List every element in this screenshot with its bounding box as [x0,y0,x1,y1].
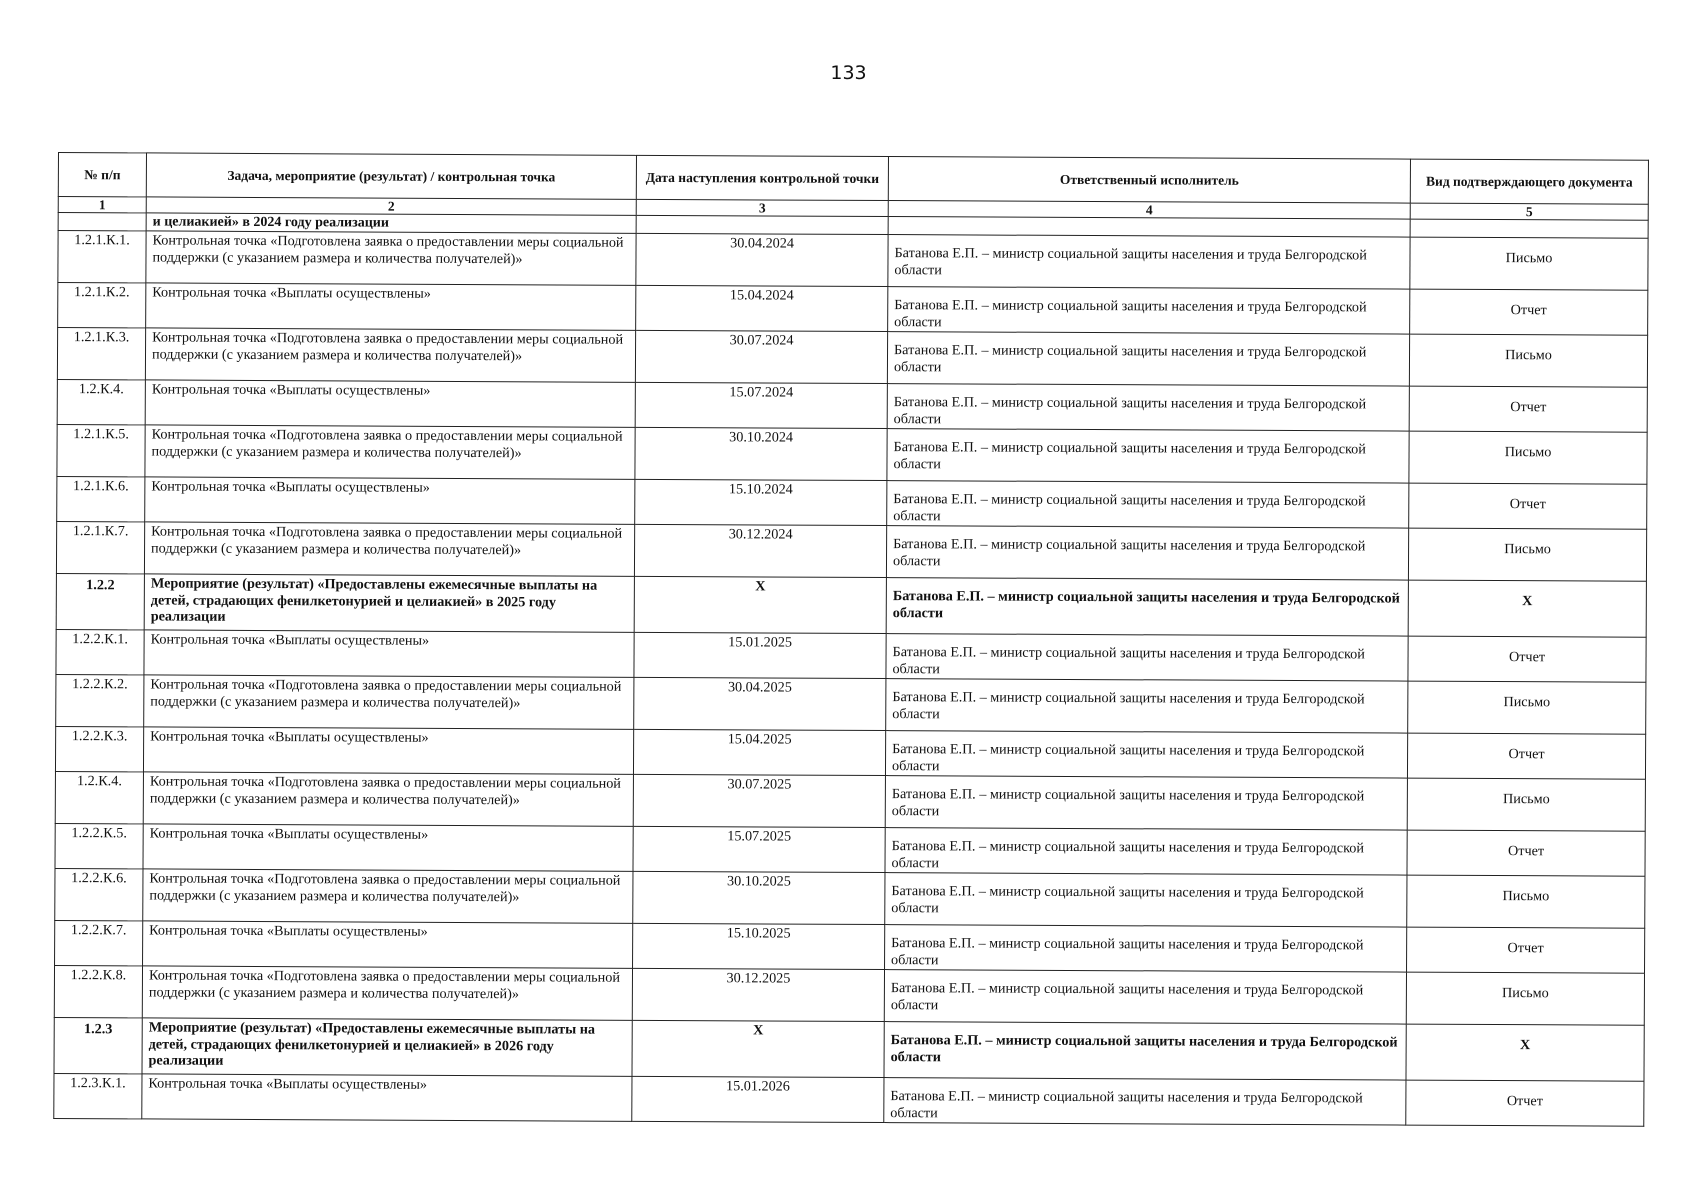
row-document-type: Отчет [1407,733,1645,779]
row-number: 1.2.1.К.7. [56,521,144,573]
column-number: 4 [888,201,1410,220]
row-date: 15.01.2026 [632,1076,884,1122]
table-row [56,573,1646,637]
row-date: 15.01.2025 [634,632,886,678]
row-responsible: Батанова Е.П. – министр социальной защиты населения и труда Белгородской области [886,634,1408,682]
row-responsible: Батанова Е.П. – министр социальной защиты населения и труда Белгородской области [888,235,1410,290]
row-responsible: Батанова Е.П. – министр социальной защиты населения и труда Белгородской области [886,526,1408,581]
row-number: 1.2.2.К.8. [54,965,142,1017]
row-task: Контрольная точка «Выплаты осуществлены» [145,477,635,524]
row-responsible: Батанова Е.П. – министр социальной защиты населения и труда Белгородской области [885,828,1407,876]
row-number: 1.2.2.К.2. [56,674,144,726]
row-date: 30.10.2024 [635,427,887,480]
row-number: 1.2.2.К.5. [55,823,143,868]
row-responsible: Батанова Е.П. – министр социальной защиты населения и труда Белгородской области [884,1078,1406,1126]
row-document-type: Письмо [1407,778,1645,831]
table-row [58,283,1648,336]
row-document-type: Отчет [1406,1080,1644,1126]
row-document-type: Письмо [1408,681,1646,734]
column-number: 5 [1410,203,1648,220]
row-task: Контрольная точка «Подготовлена заявка о предоставлении меры социальной поддержки (с указанием размера и количества получателей)» [143,869,633,923]
row-document-type: Отчет [1408,636,1646,682]
row-number: 1.2.1.К.3. [57,328,145,380]
row-document-type: Х [1406,1024,1644,1081]
row-date: Х [634,576,886,633]
table-row [55,771,1645,831]
row-task: Мероприятие (результат) «Предоставлены ежемесячные выплаты на детей, страдающих фенилкетонурией и целиакией» в 2025 году реализации [144,574,634,632]
row-number: 1.2.2 [56,573,144,629]
header-responsible: Ответственный исполнитель [888,157,1410,204]
table-row [57,328,1647,388]
table-row [55,920,1645,973]
row-task: Контрольная точка «Выплаты осуществлены» [143,921,633,968]
table-row [56,521,1646,581]
row-responsible: Батанова Е.П. – министр социальной защиты населения и труда Белгородской области [887,384,1409,432]
row-date: 15.10.2025 [633,923,885,969]
row-number: 1.2.3 [54,1017,142,1073]
row-responsible: Батанова Е.П. – министр социальной защиты населения и труда Белгородской области [884,1022,1406,1081]
table-row [54,1073,1644,1126]
row-task: Контрольная точка «Выплаты осуществлены» [146,283,636,330]
row-date: 30.07.2024 [635,330,887,383]
table-row [57,379,1647,432]
row-date: 15.04.2025 [633,729,885,775]
row-document-type: Отчет [1409,483,1647,529]
table-row [55,823,1645,876]
row-document-type: Письмо [1406,972,1644,1025]
table-row [57,424,1647,484]
table-row [56,674,1646,734]
row-task: Контрольная точка «Подготовлена заявка о предоставлении меры социальной поддержки (с указанием размера и количества получателей)» [145,425,635,479]
row-date: 30.04.2025 [634,677,886,730]
row-document-type: Отчет [1409,386,1647,432]
row-number: 1.2.1.К.2. [58,283,146,328]
row-responsible: Батанова Е.П. – министр социальной защиты населения и труда Белгородской области [886,578,1408,637]
row-document-type: Х [1408,580,1646,637]
row-responsible: Батанова Е.П. – министр социальной защиты населения и труда Белгородской области [887,429,1409,484]
row-responsible: Батанова Е.П. – министр социальной защиты населения и труда Белгородской области [885,873,1407,928]
row-date: 30.07.2025 [633,774,885,827]
row-date: Х [632,1020,884,1077]
table-row [55,868,1645,928]
row-number: 1.2.1.К.6. [57,476,145,521]
row-task: Контрольная точка «Выплаты осуществлены» [142,1074,632,1121]
header-task: Задача, мероприятие (результат) / контрольная точка [146,153,636,199]
row-task: Контрольная точка «Подготовлена заявка о предоставлении меры социальной поддержки (с указанием размера и количества получателей)» [144,675,634,729]
row-task: Контрольная точка «Подготовлена заявка о предоставлении меры социальной поддержки (с указанием размера и количества получателей)» [143,772,633,826]
table-row [56,629,1646,682]
row-document-type: Письмо [1407,875,1645,928]
row-responsible: Батанова Е.П. – министр социальной защиты населения и труда Белгородской области [885,925,1407,973]
row-task: Контрольная точка «Выплаты осуществлены» [143,824,633,871]
row-task: Контрольная точка «Выплаты осуществлены» [144,630,634,677]
row-responsible: Батанова Е.П. – министр социальной защиты населения и труда Белгородской области [885,731,1407,779]
row-number: 1.2.2.К.1. [56,629,144,674]
row-task: Мероприятие (результат) «Предоставлены ежемесячные выплаты на детей, страдающих фенилкетонурией и целиакией» в 2026 году реализации [142,1018,632,1076]
header-date: Дата наступления контрольной точки [636,155,888,200]
row-number: 1.2.2.К.7. [55,920,143,965]
table-header-row [58,153,1648,205]
row-date: 15.07.2024 [635,382,887,428]
continuation-text: и целиакией» в 2024 году реализации [146,213,636,233]
table-row [57,476,1647,529]
row-number: 1.2.2.К.6. [55,868,143,920]
row-number: 1.2.1.К.5. [57,424,145,476]
row-responsible: Батанова Е.П. – министр социальной защиты населения и труда Белгородской области [884,970,1406,1025]
row-task: Контрольная точка «Подготовлена заявка о предоставлении меры социальной поддержки (с указанием размера и количества получателей)» [145,328,635,382]
row-responsible: Батанова Е.П. – министр социальной защиты населения и труда Белгородской области [887,481,1409,529]
row-task: Контрольная точка «Выплаты осуществлены» [143,727,633,774]
column-number: 2 [146,197,636,215]
row-number: 1.2.К.4. [57,379,145,424]
table-row [54,965,1644,1025]
row-date: 30.12.2024 [634,524,886,577]
row-date: 15.04.2024 [636,285,888,331]
row-task: Контрольная точка «Подготовлена заявка о предоставлении меры социальной поддержки (с указанием размера и количества получателей)» [146,231,636,285]
row-document-type: Письмо [1409,431,1647,484]
row-number: 1.2.3.К.1. [54,1073,142,1118]
row-date: 30.12.2025 [632,968,884,1021]
row-document-type: Письмо [1408,528,1646,581]
column-number: 3 [636,199,888,216]
row-number: 1.2.К.4. [55,771,143,823]
table-row [55,726,1645,779]
row-number: 1.2.1.К.1. [58,231,146,283]
row-responsible: Батанова Е.П. – министр социальной защиты населения и труда Белгородской области [885,776,1407,831]
row-responsible: Батанова Е.П. – министр социальной защиты населения и труда Белгородской области [887,332,1409,387]
row-document-type: Отчет [1407,927,1645,973]
header-document: Вид подтверждающего документа [1410,159,1648,204]
row-responsible: Батанова Е.П. – министр социальной защиты населения и труда Белгородской области [886,679,1408,734]
row-date: 15.10.2024 [635,479,887,525]
row-task: Контрольная точка «Выплаты осуществлены» [145,380,635,427]
row-document-type: Письмо [1409,334,1647,387]
row-date: 30.10.2025 [633,871,885,924]
table-row [58,231,1648,291]
row-document-type: Отчет [1407,830,1645,876]
row-number: 1.2.2.К.3. [55,726,143,771]
row-task: Контрольная точка «Подготовлена заявка о предоставлении меры социальной поддержки (с указанием размера и количества получателей)» [144,522,634,576]
table-row [54,1017,1644,1081]
header-number: № п/п [58,153,146,197]
row-document-type: Письмо [1410,237,1648,290]
row-responsible: Батанова Е.П. – министр социальной защиты населения и труда Белгородской области [888,287,1410,335]
row-document-type: Отчет [1410,289,1648,335]
page-number: 133 [830,62,867,84]
row-date: 15.07.2025 [633,826,885,872]
control-points-table [53,152,1649,1127]
column-number: 1 [58,197,146,213]
row-task: Контрольная точка «Подготовлена заявка о предоставлении меры социальной поддержки (с указанием размера и количества получателей)» [142,966,632,1020]
row-date: 30.04.2024 [636,233,888,286]
